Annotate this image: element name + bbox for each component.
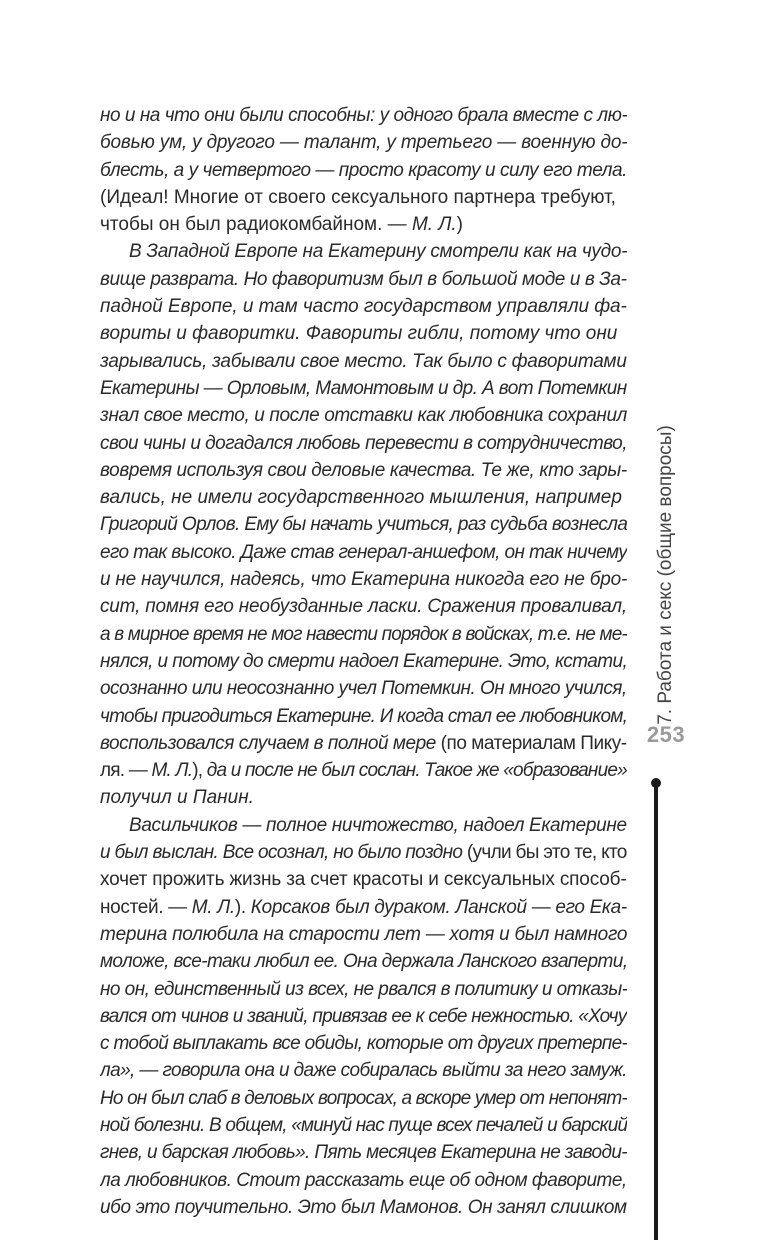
text-line	[100, 648, 627, 675]
text-line	[100, 921, 627, 948]
text-line	[100, 1139, 627, 1166]
text-segment: ной болезни. В общем, «минуй нас пуще всех печалей и барский	[100, 1114, 627, 1136]
text-line	[100, 703, 627, 730]
text-segment: Но он был слаб в деловых вопросах, а вскоре умер от непонят-	[100, 1087, 627, 1109]
text-line	[100, 1057, 627, 1084]
text-segment: ла», — говорила она и даже собиралась выйти за него замуж.	[100, 1060, 627, 1082]
text-segment: вориты и фаворитки. Фавориты гибли, потому что они	[100, 323, 618, 345]
text-line	[100, 211, 627, 238]
text-segment: моложе, все-таки любил ее. Она держала Ланского взаперти,	[100, 951, 627, 973]
text-line	[100, 566, 627, 593]
text-segment: знал свое место, и после отставки как любовника сохранил	[100, 405, 627, 427]
text-segment: Васильчиков — полное ничтожество, надоел Екатерине	[129, 814, 627, 836]
text-segment: (учли бы это те, кто	[466, 842, 627, 864]
text-line	[100, 948, 627, 975]
text-segment: Екатерины — Орловым, Мамонтовым и др. А вот Потемкин	[100, 377, 627, 399]
text-line	[100, 1194, 627, 1221]
text-segment: воспользовался случаем в полной мере	[100, 732, 441, 754]
text-segment: Григорий Орлов. Ему бы начать учиться, раз судьба вознесла	[100, 514, 627, 536]
text-segment: М. Л.	[191, 896, 235, 918]
text-line	[100, 238, 627, 265]
text-segment: его так высоко. Даже став генерал-аншефом, он так ничему	[100, 541, 627, 563]
text-line	[100, 430, 627, 457]
text-segment: вище разврата. Но фаворитизм был в большой моде и в За-	[100, 268, 627, 290]
text-segment: (по материалам Пику-	[440, 732, 627, 754]
text-segment: и был выслан. Все осознал, но было поздно	[100, 842, 467, 864]
text-line	[100, 511, 627, 538]
text-line	[100, 839, 627, 866]
text-segment: хочет прожить жизнь за счет красоты и сексуальных способ-	[100, 869, 627, 891]
text-line	[100, 976, 627, 1003]
text-segment: осознанно или неосознанно учел Потемкин. Он много учился,	[100, 678, 627, 700]
text-line	[100, 593, 627, 620]
text-segment: получил и Панин.	[100, 787, 254, 809]
text-segment: падной Европе, и там часто государством управляли фа-	[100, 296, 627, 318]
text-segment: но и на что они были способны: у одного брала вместе с лю-	[100, 105, 627, 126]
text-segment: ибо это поучительно. Это был Мамонов. Он занял слишком	[100, 1196, 627, 1218]
text-line	[100, 320, 627, 347]
text-segment: бовью ум, у другого — талант, у третьего — военную до-	[100, 132, 627, 154]
text-line	[100, 129, 627, 156]
vertical-rule	[654, 783, 658, 1240]
text-segment: с тобой выплакать все обиды, которые от других претерпе-	[100, 1033, 627, 1055]
text-line	[100, 157, 627, 184]
text-line	[100, 621, 627, 648]
text-segment: вались, не имели государственного мышления, например	[100, 487, 622, 509]
text-line	[100, 1030, 627, 1057]
text-segment: а в мирное время не мог навести порядок в войсках, т.е. не ме-	[100, 623, 627, 645]
text-segment: ла любовников. Стоит рассказать еще об одном фаворите,	[100, 1169, 627, 1191]
text-segment: гнев, и барская любовь». Пять месяцев Екатерина не заводи-	[100, 1142, 627, 1164]
text-line	[100, 348, 627, 375]
text-line	[100, 457, 627, 484]
text-segment: блесть, а у четвертого — просто красоту и силу его тела.	[100, 159, 627, 181]
body-text	[100, 102, 627, 1221]
text-line	[100, 184, 627, 211]
text-line	[100, 1085, 627, 1112]
text-segment: ).	[234, 896, 251, 918]
text-line	[100, 1003, 627, 1030]
text-line	[100, 375, 627, 402]
text-segment: зарывались, забывали свое место. Так было с фаворитами	[100, 350, 627, 372]
text-line	[100, 539, 627, 566]
text-line	[100, 1112, 627, 1139]
text-line	[100, 402, 627, 429]
page-number: 253	[646, 722, 686, 747]
text-segment: )	[456, 214, 463, 236]
text-segment: (Идеал! Многие от своего сексуального партнера требуют,	[100, 186, 616, 208]
text-segment: сит, помня его необузданные ласки. Сражения проваливал,	[100, 596, 627, 618]
text-segment: вался от чинов и званий, привязав ее к себе нежностью. «Хочу	[100, 1005, 627, 1027]
text-segment: ностей. —	[100, 896, 192, 918]
text-segment: терина полюбила на старости лет — хотя и был намного	[100, 923, 627, 945]
text-line	[100, 102, 627, 129]
text-line	[100, 484, 627, 511]
text-line	[100, 757, 627, 784]
text-line	[100, 266, 627, 293]
text-segment: ля. —	[100, 760, 152, 782]
text-segment: М. Л.	[411, 214, 457, 236]
text-segment: Корсаков был дураком. Ланской — его Ека-	[250, 896, 627, 918]
text-segment: да и после не был сослан. Такое же «образование»	[206, 760, 627, 782]
text-segment: чтобы пригодиться Екатерине. И когда стал ее любовником,	[100, 705, 627, 727]
chapter-running-head	[646, 425, 686, 725]
text-segment: М. Л.	[151, 760, 193, 782]
text-segment: нялся, и потому до смерти надоел Екатерине. Это, кстати,	[100, 650, 627, 672]
text-segment: чтобы он был радиокомбайном. —	[100, 214, 412, 236]
text-segment: В Западной Европе на Екатерину смотрели как на чудо-	[129, 241, 627, 263]
text-line	[100, 894, 627, 921]
text-line	[100, 293, 627, 320]
text-line	[100, 675, 627, 702]
text-line	[100, 812, 627, 839]
text-segment: и не научился, надеясь, что Екатерина никогда его не бро-	[100, 569, 627, 591]
chapter-title: 7. Работа и секс (общие вопросы)	[655, 425, 676, 725]
text-segment: вовремя используя свои деловые качества. Те же, кто зары-	[100, 459, 627, 481]
text-line	[100, 1167, 627, 1194]
text-segment: но он, единственный из всех, не рвался в политику и отказы-	[100, 978, 627, 1000]
text-segment: свои чины и догадался любовь перевести в сотрудничество,	[100, 432, 627, 454]
text-line	[100, 730, 627, 757]
text-line	[100, 784, 627, 811]
text-segment: ),	[192, 760, 207, 782]
text-line	[100, 866, 627, 893]
